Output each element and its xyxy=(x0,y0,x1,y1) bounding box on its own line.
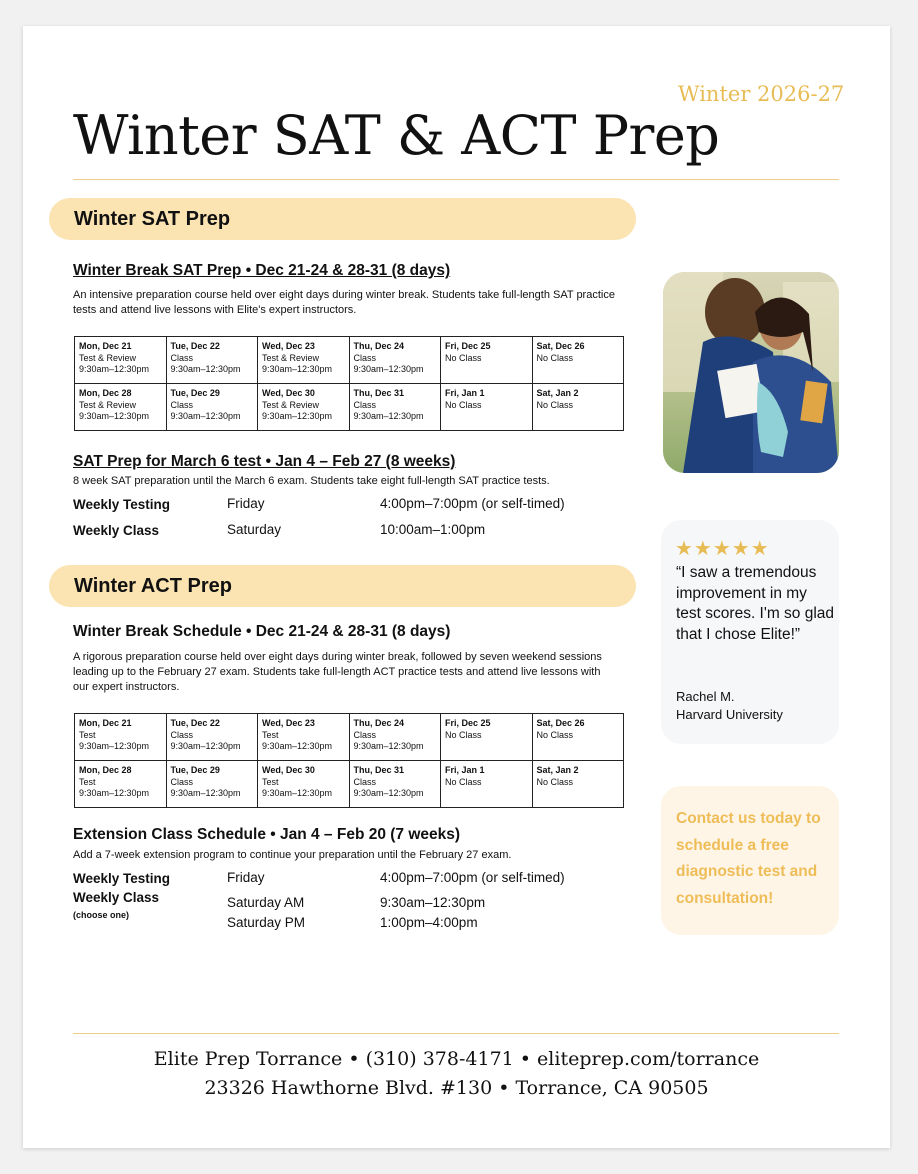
act-break-description: A rigorous preparation course held over eight days during winter break, followed by seven weekend sessions leading up to the February 27 exam. Students take full-length ACT practice tests and attend live lessons with our expert instructors. xyxy=(73,651,602,693)
sat-weekly-testing-day: Friday xyxy=(227,496,265,511)
schedule-day: Wed, Dec 23 xyxy=(262,718,315,728)
sat-weekly-class-day: Saturday xyxy=(227,522,282,537)
sat-schedule-cell xyxy=(441,384,533,431)
schedule-day: Fri, Jan 1 xyxy=(445,388,485,398)
footer-address-line: 23326 Hawthorne Blvd. #130 • Torrance, CA 90505 xyxy=(204,1077,709,1099)
sat-schedule-cell xyxy=(532,384,624,431)
photo-illustration xyxy=(663,272,839,473)
schedule-day: Mon, Dec 21 xyxy=(79,341,132,351)
schedule-session-type: Class xyxy=(353,776,377,787)
schedule-session-type: Class xyxy=(170,776,194,787)
sat-schedule-row xyxy=(75,337,624,384)
schedule-session-type: Test & Review xyxy=(262,352,320,363)
schedule-session-type: Test & Review xyxy=(262,399,320,410)
schedule-day: Tue, Dec 22 xyxy=(170,718,220,728)
schedule-day: Fri, Dec 25 xyxy=(445,718,491,728)
sat-schedule-cell xyxy=(166,337,258,384)
schedule-day: Wed, Dec 30 xyxy=(262,765,315,775)
sat-weekly-testing-time: 4:00pm–7:00pm (or self-timed) xyxy=(380,496,565,511)
sat-schedule-cell xyxy=(75,337,167,384)
schedule-time: 9:30am–12:30pm xyxy=(353,741,424,751)
act-section-banner xyxy=(49,565,636,607)
schedule-day: Sat, Dec 26 xyxy=(536,718,585,728)
schedule-day: Fri, Dec 25 xyxy=(445,341,491,351)
schedule-day: Sat, Dec 26 xyxy=(536,341,585,351)
act-schedule-cell xyxy=(441,761,533,808)
schedule-session-type: Test & Review xyxy=(79,399,137,410)
sat-schedule-cell xyxy=(441,337,533,384)
act-class-pm-day: Saturday PM xyxy=(227,915,306,930)
schedule-time: 9:30am–12:30pm xyxy=(262,788,333,798)
schedule-session-type: No Class xyxy=(536,776,574,787)
act-extension-heading: Extension Class Schedule • Jan 4 – Feb 20 (7 weeks) xyxy=(73,826,461,843)
schedule-session-type: Test xyxy=(262,729,279,740)
sat-schedule-cell xyxy=(75,384,167,431)
testimonial-author xyxy=(676,688,783,724)
schedule-session-type: No Class xyxy=(445,399,482,410)
contact-callout xyxy=(661,786,839,935)
act-schedule-cell xyxy=(75,761,167,808)
schedule-day: Fri, Jan 1 xyxy=(445,765,485,775)
act-class-am-day: Saturday AM xyxy=(227,895,305,910)
schedule-time: 9:30am–12:30pm xyxy=(353,411,424,421)
act-schedule-cell xyxy=(166,761,258,808)
act-schedule-cell xyxy=(75,714,167,761)
schedule-session-type: Test xyxy=(79,729,96,740)
schedule-day: Mon, Dec 28 xyxy=(79,388,132,398)
sat-schedule-row xyxy=(75,384,624,431)
act-extension-description: Add a 7-week extension program to continue your preparation until the February 27 exam. xyxy=(73,849,512,861)
sat-banner-title: Winter SAT Prep xyxy=(74,208,231,230)
act-break-schedule-table xyxy=(74,713,624,808)
schedule-session-type: No Class xyxy=(536,352,574,363)
schedule-time: 9:30am–12:30pm xyxy=(79,411,150,421)
schedule-session-type: Test xyxy=(262,776,279,787)
sat-march-heading: SAT Prep for March 6 test • Jan 4 – Feb 27 (8 weeks) xyxy=(73,453,456,470)
act-schedule-row xyxy=(75,714,624,761)
schedule-time: 9:30am–12:30pm xyxy=(353,788,424,798)
sat-schedule-cell xyxy=(349,337,441,384)
act-weekly-testing-label: Weekly Testing xyxy=(73,871,171,886)
act-schedule-cell xyxy=(166,714,258,761)
act-weekly-testing-day: Friday xyxy=(227,870,265,885)
schedule-time: 9:30am–12:30pm xyxy=(170,741,241,751)
sat-weekly-class-label: Weekly Class xyxy=(73,523,160,538)
page-title: Winter SAT & ACT Prep xyxy=(73,104,720,167)
schedule-session-type: Class xyxy=(170,352,194,363)
schedule-day: Thu, Dec 31 xyxy=(353,388,405,398)
schedule-day: Sat, Jan 2 xyxy=(536,765,579,775)
act-schedule-cell xyxy=(349,714,441,761)
schedule-day: Thu, Dec 31 xyxy=(353,765,405,775)
act-schedule-cell xyxy=(349,761,441,808)
schedule-session-type: No Class xyxy=(445,776,482,787)
schedule-session-type: Class xyxy=(353,399,377,410)
schedule-day: Thu, Dec 24 xyxy=(353,718,405,728)
footer-contact-line: Elite Prep Torrance • (310) 378-4171 • eliteprep.com/torrance xyxy=(153,1048,760,1070)
schedule-time: 9:30am–12:30pm xyxy=(170,364,241,374)
sat-march-description: 8 week SAT preparation until the March 6 exam. Students take eight full-length SAT practice tests. xyxy=(73,475,550,487)
sat-weekly-class-time: 10:00am–1:00pm xyxy=(380,522,486,537)
schedule-day: Mon, Dec 21 xyxy=(79,718,132,728)
schedule-session-type: Class xyxy=(353,352,377,363)
schedule-time: 9:30am–12:30pm xyxy=(262,741,333,751)
sat-section-banner xyxy=(49,198,636,240)
act-schedule-cell xyxy=(258,714,350,761)
act-banner-title: Winter ACT Prep xyxy=(74,575,232,597)
act-class-pm-time: 1:00pm–4:00pm xyxy=(380,915,478,930)
footer-divider xyxy=(73,1033,839,1034)
schedule-time: 9:30am–12:30pm xyxy=(353,364,424,374)
sat-schedule-cell xyxy=(258,384,350,431)
schedule-day: Mon, Dec 28 xyxy=(79,765,132,775)
schedule-time: 9:30am–12:30pm xyxy=(79,788,150,798)
title-divider xyxy=(73,179,839,180)
act-schedule-cell xyxy=(532,761,624,808)
schedule-day: Wed, Dec 30 xyxy=(262,388,315,398)
schedule-session-type: Test & Review xyxy=(79,352,137,363)
five-star-rating-icon: ★★★★★ xyxy=(675,538,770,560)
act-weekly-testing-time: 4:00pm–7:00pm (or self-timed) xyxy=(380,870,565,885)
sat-schedule-cell xyxy=(349,384,441,431)
schedule-day: Tue, Dec 29 xyxy=(170,765,220,775)
sat-break-description: An intensive preparation course held over eight days during winter break. Students take full-length SAT practice tests and attend live lessons with Elite's expert instructors. xyxy=(73,289,615,316)
contact-callout-text: Contact us today to schedule a free diagnostic test and consultation! xyxy=(676,810,821,907)
season-label: Winter 2026-27 xyxy=(678,82,845,106)
act-class-am-time: 9:30am–12:30pm xyxy=(380,895,486,910)
schedule-session-type: No Class xyxy=(536,399,574,410)
testimonial-author-school: Harvard University xyxy=(676,707,783,722)
testimonial-card xyxy=(661,520,839,744)
schedule-time: 9:30am–12:30pm xyxy=(170,411,241,421)
schedule-session-type: No Class xyxy=(536,729,574,740)
sat-weekly-testing-label: Weekly Testing xyxy=(73,497,171,512)
act-schedule-cell xyxy=(532,714,624,761)
testimonial-author-name: Rachel M. xyxy=(676,689,735,704)
schedule-day: Sat, Jan 2 xyxy=(536,388,579,398)
act-schedule-cell xyxy=(258,761,350,808)
schedule-session-type: No Class xyxy=(445,729,482,740)
act-weekly-class-choose-note: (choose one) xyxy=(73,910,130,920)
sat-schedule-cell xyxy=(258,337,350,384)
schedule-session-type: No Class xyxy=(445,352,482,363)
sat-schedule-cell xyxy=(166,384,258,431)
act-schedule-row xyxy=(75,761,624,808)
schedule-time: 9:30am–12:30pm xyxy=(262,411,333,421)
schedule-session-type: Test xyxy=(79,776,96,787)
schedule-session-type: Class xyxy=(353,729,377,740)
schedule-session-type: Class xyxy=(170,729,194,740)
students-hugging-photo xyxy=(663,272,839,473)
schedule-time: 9:30am–12:30pm xyxy=(262,364,333,374)
act-schedule-cell xyxy=(441,714,533,761)
sat-break-heading: Winter Break SAT Prep • Dec 21-24 & 28-31 (8 days) xyxy=(73,262,451,279)
flyer-page xyxy=(23,26,890,1148)
sat-break-schedule-table xyxy=(74,336,624,431)
schedule-day: Thu, Dec 24 xyxy=(353,341,405,351)
schedule-time: 9:30am–12:30pm xyxy=(79,741,150,751)
schedule-time: 9:30am–12:30pm xyxy=(79,364,150,374)
testimonial-quote: “I saw a tremendous improvement in my test scores. I'm so glad that I chose Elite!” xyxy=(676,564,835,643)
act-weekly-class-label: Weekly Class xyxy=(73,890,160,905)
schedule-session-type: Class xyxy=(170,399,194,410)
act-break-heading: Winter Break Schedule • Dec 21-24 & 28-31 (8 days) xyxy=(73,623,451,640)
sat-schedule-cell xyxy=(532,337,624,384)
schedule-day: Tue, Dec 22 xyxy=(170,341,220,351)
schedule-day: Tue, Dec 29 xyxy=(170,388,220,398)
schedule-time: 9:30am–12:30pm xyxy=(170,788,241,798)
schedule-day: Wed, Dec 23 xyxy=(262,341,315,351)
